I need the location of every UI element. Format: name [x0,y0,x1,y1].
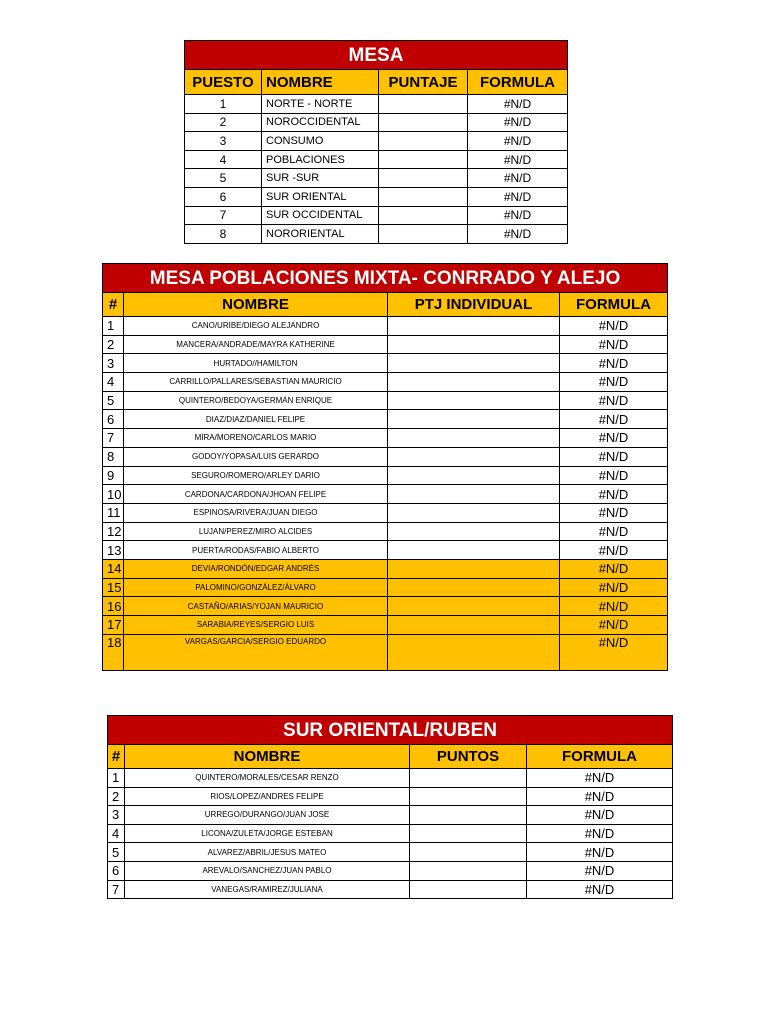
nombre-cell: QUINTERO/MORALES/CESAR RENZO [125,769,410,788]
formula-cell: #N/D [560,410,668,429]
table-row [184,95,568,114]
puntaje-cell [379,95,468,114]
table-row [184,225,568,244]
formula-cell: #N/D [560,429,668,448]
puntaje-cell [379,132,468,151]
table-row [102,541,668,560]
nombre-cell: CASTAÑO/ARIAS/YOJAN MAURICIO [124,597,388,616]
formula-cell: #N/D [468,225,568,244]
header-formula: FORMULA [560,293,668,317]
mesa-title: MESA [184,40,568,70]
poblaciones-body [102,317,668,671]
nombre-cell: PALOMINO/GONZÁLEZ/ÁLVARO [124,579,388,598]
nombre-cell: NORTE - NORTE [262,95,379,114]
header-nombre: NOMBRE [124,293,388,317]
table-row [184,151,568,170]
formula-cell: #N/D [527,788,673,807]
table-row [184,114,568,133]
nombre-cell: MIRA/MORENO/CARLOS MARIO [124,429,388,448]
formula-cell: #N/D [560,317,668,336]
formula-cell: #N/D [560,392,668,411]
num-cell: 11 [102,504,124,523]
nombre-cell: VARGAS/GARCIA/SERGIO EDUARDO [124,635,388,671]
nombre-cell: CARDONA/CARDONA/JHOAN FELIPE [124,485,388,504]
formula-cell: #N/D [468,169,568,188]
nombre-cell: HURTADO//HAMILTON [124,354,388,373]
header-formula: FORMULA [468,70,568,95]
num-cell: 7 [107,881,125,900]
table-row [102,467,668,486]
formula-cell: #N/D [527,825,673,844]
num-cell: 13 [102,541,124,560]
puntos-cell [410,769,527,788]
formula-cell: #N/D [527,843,673,862]
puntaje-cell [379,188,468,207]
num-cell: 2 [102,336,124,355]
formula-cell: #N/D [560,579,668,598]
header-nombre: NOMBRE [262,70,379,95]
nombre-cell: LICONA/ZULETA/JORGE ESTEBAN [125,825,410,844]
formula-cell: #N/D [468,95,568,114]
nombre-cell: DIAZ/DIAZ/DANIEL FELIPE [124,410,388,429]
nombre-cell: SUR OCCIDENTAL [262,207,379,226]
nombre-cell: VANEGAS/RAMIREZ/JULIANA [125,881,410,900]
num-cell: 8 [102,448,124,467]
num-cell: 9 [102,467,124,486]
nombre-cell: DEVIA/RONDÓN/EDGAR ANDRÉS [124,560,388,579]
formula-cell: #N/D [560,485,668,504]
nombre-cell: URREGO/DURANGO/JUAN JOSE [125,806,410,825]
formula-cell: #N/D [468,207,568,226]
puntaje-cell [379,151,468,170]
num-cell: 10 [102,485,124,504]
num-cell: 6 [102,410,124,429]
table-row [102,373,668,392]
formula-cell: #N/D [468,132,568,151]
nombre-cell: NOROCCIDENTAL [262,114,379,133]
nombre-cell: LUJAN/PEREZ/MIRO ALCIDES [124,523,388,542]
ptj-cell [388,523,560,542]
formula-cell: #N/D [560,354,668,373]
num-cell: 1 [107,769,125,788]
puntaje-cell [379,114,468,133]
header-puntaje: PUNTAJE [379,70,468,95]
table-row [102,317,668,336]
nombre-cell: CARRILLO/PALLARES/SEBASTIAN MAURICIO [124,373,388,392]
formula-cell: #N/D [527,881,673,900]
nombre-cell: AREVALO/SANCHEZ/JUAN PABLO [125,862,410,881]
ptj-cell [388,410,560,429]
formula-cell: #N/D [527,862,673,881]
nombre-cell: SUR ORIENTAL [262,188,379,207]
formula-cell: #N/D [560,504,668,523]
ptj-cell [388,373,560,392]
num-cell: 4 [107,825,125,844]
puesto-cell: 7 [184,207,262,226]
nombre-cell: GODOY/YOPASA/LUIS GERARDO [124,448,388,467]
ptj-cell [388,392,560,411]
mesa-table [184,40,568,244]
nombre-cell: MANCERA/ANDRADE/MAYRA KATHERINE [124,336,388,355]
puntos-cell [410,843,527,862]
table-row [102,579,668,598]
header-puntos: PUNTOS [410,745,527,769]
table-row [102,597,668,616]
formula-cell: #N/D [468,114,568,133]
poblaciones-header-row [102,293,668,317]
table-row [102,616,668,635]
nombre-cell: CONSUMO [262,132,379,151]
num-cell: 3 [102,354,124,373]
table-row [107,806,673,825]
nombre-cell: PUERTA/RODAS/FABIO ALBERTO [124,541,388,560]
formula-cell: #N/D [468,151,568,170]
table-row [107,881,673,900]
table-row [184,132,568,151]
table-row [102,410,668,429]
table-row [184,169,568,188]
ptj-cell [388,336,560,355]
table-row [102,485,668,504]
num-cell: 12 [102,523,124,542]
ptj-cell [388,317,560,336]
ptj-cell [388,504,560,523]
num-cell: 17 [102,616,124,635]
table-row [102,354,668,373]
table-row [102,635,668,671]
table-row [102,429,668,448]
puesto-cell: 8 [184,225,262,244]
nombre-cell: SEGURO/ROMERO/ARLEY DARIO [124,467,388,486]
num-cell: 6 [107,862,125,881]
table-row [184,188,568,207]
puntaje-cell [379,225,468,244]
num-cell: 7 [102,429,124,448]
ptj-cell [388,541,560,560]
sur-oriental-title: SUR ORIENTAL/RUBEN [107,715,673,745]
num-cell: 1 [102,317,124,336]
poblaciones-table [102,263,668,671]
table-row [107,862,673,881]
num-cell: 15 [102,579,124,598]
formula-cell: #N/D [527,806,673,825]
mesa-header-row [184,70,568,95]
puesto-cell: 1 [184,95,262,114]
puesto-cell: 2 [184,114,262,133]
ptj-cell [388,485,560,504]
num-cell: 5 [102,392,124,411]
nombre-cell: POBLACIONES [262,151,379,170]
header-ptj-individual: PTJ INDIVIDUAL [388,293,560,317]
puesto-cell: 4 [184,151,262,170]
formula-cell: #N/D [560,541,668,560]
nombre-cell: NORORIENTAL [262,225,379,244]
formula-cell: #N/D [560,635,668,671]
table-row [102,504,668,523]
table-row [102,448,668,467]
ptj-cell [388,429,560,448]
puesto-cell: 3 [184,132,262,151]
puntos-cell [410,862,527,881]
num-cell: 5 [107,843,125,862]
ptj-cell [388,467,560,486]
formula-cell: #N/D [560,448,668,467]
table-row [102,392,668,411]
formula-cell: #N/D [560,560,668,579]
formula-cell: #N/D [560,523,668,542]
sur-oriental-table [107,715,673,899]
puntos-cell [410,806,527,825]
puntos-cell [410,788,527,807]
num-cell: 4 [102,373,124,392]
table-row [107,843,673,862]
header-puesto: PUESTO [184,70,262,95]
num-cell: 16 [102,597,124,616]
header-num: # [102,293,124,317]
nombre-cell: SARABIA/REYES/SERGIO LUIS [124,616,388,635]
nombre-cell: SUR -SUR [262,169,379,188]
formula-cell: #N/D [560,467,668,486]
mesa-body [184,95,568,244]
table-row [102,560,668,579]
puntos-cell [410,881,527,900]
formula-cell: #N/D [560,373,668,392]
formula-cell: #N/D [560,336,668,355]
poblaciones-title: MESA POBLACIONES MIXTA- CONRRADO Y ALEJO [102,263,668,293]
header-num: # [107,745,125,769]
table-row [107,769,673,788]
puntaje-cell [379,169,468,188]
table-row [107,825,673,844]
ptj-cell [388,635,560,671]
sur-oriental-header-row [107,745,673,769]
ptj-cell [388,597,560,616]
table-row [107,788,673,807]
nombre-cell: RIOS/LOPEZ/ANDRES FELIPE [125,788,410,807]
nombre-cell: CANO/URIBE/DIEGO ALEJANDRO [124,317,388,336]
nombre-cell: ESPINOSA/RIVERA/JUAN DIEGO [124,504,388,523]
formula-cell: #N/D [560,616,668,635]
num-cell: 2 [107,788,125,807]
sur-oriental-body [107,769,673,899]
ptj-cell [388,616,560,635]
formula-cell: #N/D [468,188,568,207]
header-formula: FORMULA [527,745,673,769]
formula-cell: #N/D [527,769,673,788]
puntos-cell [410,825,527,844]
ptj-cell [388,579,560,598]
nombre-cell: ALVAREZ/ABRIL/JESUS MATEO [125,843,410,862]
puesto-cell: 6 [184,188,262,207]
table-row [102,523,668,542]
num-cell: 3 [107,806,125,825]
formula-cell: #N/D [560,597,668,616]
header-nombre: NOMBRE [125,745,410,769]
nombre-cell: QUINTERO/BEDOYA/GERMÁN ENRIQUE [124,392,388,411]
puesto-cell: 5 [184,169,262,188]
puntaje-cell [379,207,468,226]
table-row [102,336,668,355]
table-row [184,207,568,226]
num-cell: 14 [102,560,124,579]
ptj-cell [388,560,560,579]
ptj-cell [388,448,560,467]
ptj-cell [388,354,560,373]
num-cell: 18 [102,635,124,671]
